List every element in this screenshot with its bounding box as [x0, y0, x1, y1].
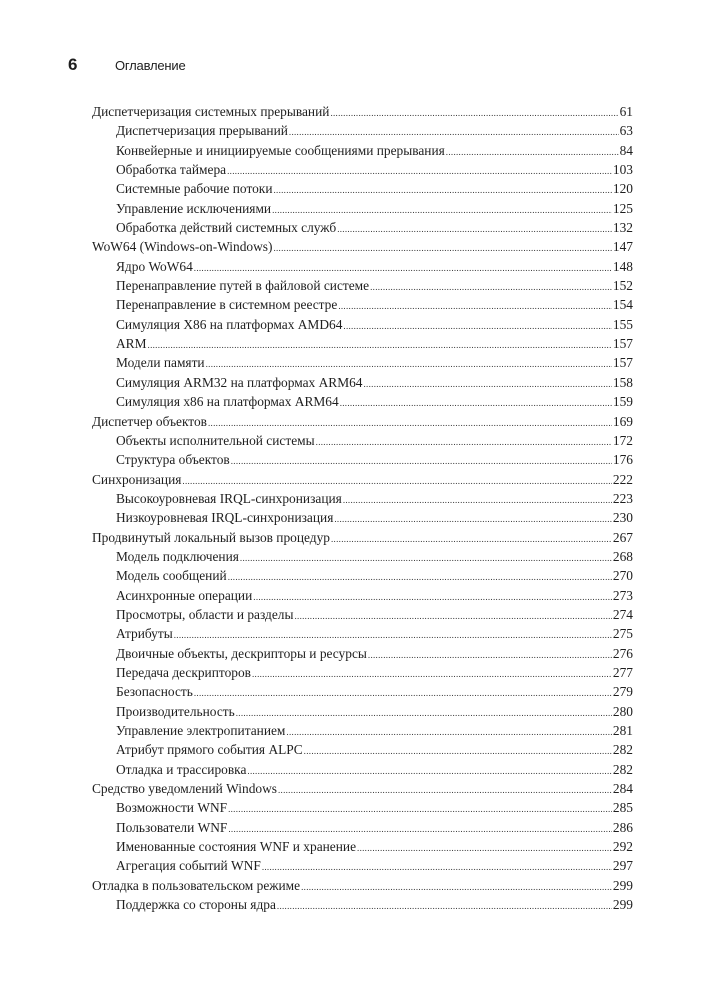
toc-entry-title: Модель сообщений: [116, 568, 227, 584]
toc-entry-title: Обработка действий системных служб: [116, 220, 337, 236]
toc-entry-title: Просмотры, области и разделы: [116, 606, 294, 622]
dot-leader: [206, 353, 612, 372]
toc-subsection-entry: [92, 334, 633, 353]
dot-leader: [330, 102, 618, 121]
toc-entry-page: 172: [612, 432, 633, 448]
dot-leader: [228, 566, 612, 585]
dot-leader: [357, 837, 612, 856]
toc-entry-title: Управление исключениями: [116, 200, 272, 216]
toc-section-entry: [92, 876, 633, 895]
toc-entry-title: Отладка в пользовательском режиме: [92, 877, 301, 893]
toc-subsection-entry: [92, 450, 633, 469]
toc-entry-title: Именованные состояния WNF и хранение: [116, 839, 357, 855]
toc-subsection-entry: [92, 295, 633, 314]
toc-section-entry: [92, 779, 633, 798]
toc-subsection-entry: [92, 353, 633, 372]
toc-subsection-entry: [92, 257, 633, 276]
dot-leader: [240, 547, 612, 566]
toc-entry-title: Структура объектов: [116, 452, 230, 468]
toc-entry-page: 274: [612, 606, 633, 622]
dot-leader: [301, 876, 612, 895]
dot-leader: [272, 199, 612, 218]
toc-subsection-entry: [92, 740, 633, 759]
toc-entry-title: Управление электропитанием: [116, 723, 286, 738]
toc-entry-page: 169: [612, 413, 633, 429]
toc-entry-title: Безопасность: [116, 684, 193, 700]
toc-subsection-entry: [92, 586, 633, 605]
dot-leader: [273, 237, 611, 256]
dot-leader: [194, 257, 612, 276]
dot-leader: [228, 798, 612, 817]
dot-leader: [228, 818, 612, 837]
toc-entry-page: 61: [619, 104, 633, 119]
dot-leader: [343, 489, 612, 508]
dot-leader: [364, 373, 612, 392]
toc-entry-page: 147: [612, 239, 633, 255]
dot-leader: [331, 528, 612, 547]
toc-entry-title: Модель подключения: [116, 548, 239, 564]
dot-leader: [446, 141, 619, 160]
toc-entry-page: 159: [612, 394, 633, 410]
toc-entry-title: Поддержка со стороны ядра: [116, 897, 276, 913]
toc-entry-title: Симуляция ARM32 на платформах ARM64: [116, 374, 363, 390]
toc-entry-title: Диспетчеризация прерываний: [116, 123, 288, 139]
toc-entry-title: Синхронизация: [92, 471, 182, 487]
dot-leader: [338, 295, 612, 314]
toc-subsection-entry: [92, 895, 633, 914]
toc-section-entry: [92, 102, 633, 121]
toc-entry-page: 222: [612, 471, 633, 487]
toc-section-entry: [92, 412, 633, 431]
toc-entry-page: 270: [612, 568, 633, 584]
toc-entry-page: 282: [612, 742, 633, 758]
toc-entry-title: Пользователи WNF: [116, 819, 228, 835]
toc-entry-title: Перенаправление в системном реестре: [116, 297, 338, 313]
chapter-title: Оглавление: [115, 58, 186, 73]
toc-entry-page: 297: [612, 858, 633, 874]
toc-entry-title: Асинхронные операции: [116, 587, 253, 603]
toc-section-entry: [92, 528, 633, 547]
toc-subsection-entry: [92, 121, 633, 140]
toc-subsection-entry: [92, 141, 633, 160]
toc-entry-page: 132: [612, 220, 633, 236]
dot-leader: [289, 121, 619, 140]
dot-leader: [316, 431, 612, 450]
dot-leader: [262, 856, 612, 875]
toc-entry-title: Обработка таймера: [116, 162, 227, 178]
dot-leader: [343, 315, 612, 334]
toc-subsection-entry: [92, 373, 633, 392]
dot-leader: [337, 218, 612, 237]
toc-subsection-entry: [92, 547, 633, 566]
toc-entry-page: 282: [612, 761, 633, 777]
toc-subsection-entry: [92, 721, 633, 740]
dot-leader: [227, 160, 612, 179]
table-of-contents: [92, 102, 633, 914]
toc-entry-page: 285: [612, 800, 633, 816]
toc-entry-title: Перенаправление путей в файловой системе: [116, 278, 370, 294]
dot-leader: [370, 276, 612, 295]
toc-entry-title: Конвейерные и инициируемые сообщениями прерывания: [116, 142, 445, 158]
toc-entry-title: Диспетчеризация системных прерываний: [92, 104, 330, 119]
toc-entry-page: 284: [612, 781, 633, 797]
dot-leader: [278, 779, 612, 798]
dot-leader: [277, 895, 612, 914]
toc-subsection-entry: [92, 218, 633, 237]
page-number: 6: [68, 55, 78, 74]
toc-entry-page: 273: [612, 587, 633, 603]
toc-entry-title: Системные рабочие потоки: [116, 181, 273, 197]
toc-entry-title: Продвинутый локальный вызов процедур: [92, 529, 330, 545]
toc-subsection-entry: [92, 431, 633, 450]
dot-leader: [294, 605, 611, 624]
toc-entry-title: WoW64 (Windows-on-Windows): [92, 239, 273, 255]
toc-entry-page: 267: [612, 529, 633, 545]
toc-entry-page: 279: [612, 684, 633, 700]
toc-entry-page: 158: [612, 374, 633, 390]
toc-entry-title: Средство уведомлений Windows: [92, 781, 277, 797]
running-head: [68, 55, 185, 75]
toc-entry-title: Симуляция X86 на платформах AMD64: [116, 316, 343, 332]
toc-subsection-entry: [92, 315, 633, 334]
dot-leader: [368, 644, 612, 663]
dot-leader: [208, 412, 612, 431]
toc-subsection-entry: [92, 489, 633, 508]
toc-subsection-entry: [92, 856, 633, 875]
dot-leader: [253, 586, 612, 605]
toc-entry-title: Отладка и трассировка: [116, 761, 247, 777]
toc-entry-page: 154: [612, 297, 633, 313]
dot-leader: [174, 624, 612, 643]
toc-entry-page: 292: [612, 839, 633, 855]
toc-entry-page: 299: [612, 877, 633, 893]
toc-subsection-entry: [92, 837, 633, 856]
dot-leader: [247, 760, 612, 779]
dot-leader: [340, 392, 612, 411]
dot-leader: [231, 450, 612, 469]
toc-subsection-entry: [92, 798, 633, 817]
toc-entry-page: 277: [612, 664, 633, 680]
toc-entry-page: 155: [612, 316, 633, 332]
toc-entry-title: Объекты исполнительной системы: [116, 432, 315, 448]
toc-entry-page: 157: [612, 355, 633, 371]
toc-entry-page: 63: [619, 123, 633, 139]
toc-entry-page: 176: [612, 452, 633, 468]
toc-subsection-entry: [92, 682, 633, 701]
toc-entry-title: Низкоуровневая IRQL-синхронизация: [116, 510, 334, 526]
toc-entry-title: Модели памяти: [116, 355, 205, 371]
toc-entry-page: 148: [612, 258, 633, 274]
toc-subsection-entry: [92, 605, 633, 624]
toc-section-entry: [92, 470, 633, 489]
toc-subsection-entry: [92, 624, 633, 643]
toc-entry-page: 84: [619, 142, 633, 158]
toc-subsection-entry: [92, 199, 633, 218]
toc-entry-page: 120: [612, 181, 633, 197]
toc-entry-page: 103: [612, 162, 633, 178]
dot-leader: [194, 682, 612, 701]
toc-subsection-entry: [92, 160, 633, 179]
toc-entry-title: Диспетчер объектов: [92, 413, 207, 429]
dot-leader: [182, 470, 612, 489]
toc-entry-page: 157: [612, 336, 633, 352]
toc-subsection-entry: [92, 663, 633, 682]
toc-entry-page: 125: [612, 200, 633, 216]
toc-entry-page: 276: [612, 645, 633, 661]
dot-leader: [236, 702, 612, 721]
toc-entry-page: 223: [612, 490, 633, 506]
toc-entry-page: 286: [612, 819, 633, 835]
toc-section-entry: [92, 237, 633, 256]
toc-entry-title: Симуляция x86 на платформах ARM64: [116, 394, 339, 410]
toc-subsection-entry: [92, 644, 633, 663]
toc-entry-title: Атрибут прямого события ALPC: [116, 742, 303, 758]
toc-entry-title: Ядро WoW64: [116, 258, 193, 274]
dot-leader: [334, 508, 612, 527]
toc-entry-page: 230: [612, 510, 633, 526]
dot-leader: [286, 721, 611, 740]
toc-entry-title: Агрегация событий WNF: [116, 858, 261, 874]
toc-entry-title: Высокоуровневая IRQL-синхронизация: [116, 490, 342, 506]
toc-entry-page: 268: [612, 548, 633, 564]
toc-entry-title: Передача дескрипторов: [116, 664, 251, 680]
toc-entry-page: 152: [612, 278, 633, 294]
toc-subsection-entry: [92, 508, 633, 527]
toc-entry-title: ARM: [116, 336, 147, 352]
toc-subsection-entry: [92, 276, 633, 295]
toc-entry-title: Производительность: [116, 703, 235, 719]
dot-leader: [252, 663, 612, 682]
toc-entry-title: Атрибуты: [116, 626, 173, 642]
toc-subsection-entry: [92, 179, 633, 198]
toc-subsection-entry: [92, 392, 633, 411]
toc-entry-title: Возможности WNF: [116, 800, 228, 816]
toc-entry-page: 275: [612, 626, 633, 642]
toc-entry-title: Двоичные объекты, дескрипторы и ресурсы: [116, 645, 367, 661]
dot-leader: [148, 334, 612, 353]
toc-subsection-entry: [92, 566, 633, 585]
toc-entry-page: 280: [612, 703, 633, 719]
dot-leader: [273, 179, 611, 198]
dot-leader: [304, 740, 612, 759]
toc-subsection-entry: [92, 702, 633, 721]
toc-entry-page: 281: [612, 723, 633, 738]
toc-subsection-entry: [92, 760, 633, 779]
toc-entry-page: 299: [612, 897, 633, 913]
toc-subsection-entry: [92, 818, 633, 837]
